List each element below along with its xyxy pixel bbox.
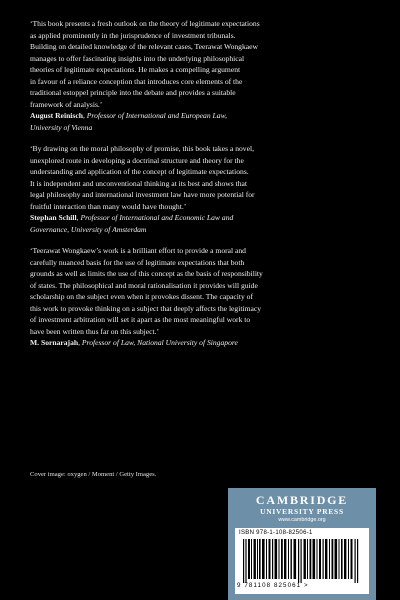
endorser-name: Stephan Schill: [30, 213, 77, 222]
quote-line: understanding and application of the concept of legitimate expectations.: [30, 167, 249, 176]
quote-line: in favour of a reliance conception that introduces core elements of the: [30, 76, 243, 86]
publisher-subtitle: UNIVERSITY PRESS: [260, 507, 344, 516]
quote-line: grounds as well as limits the use of this concept as the basis of responsibility: [30, 269, 263, 278]
quote-line: manages to offer fascinating insights into the underlying philosophical: [30, 53, 245, 63]
quote-line: of investment arbitration will set it apart as the most meaningful work to: [30, 315, 251, 324]
endorser: [30, 337, 370, 349]
endorser-affiliation-line: [30, 224, 370, 236]
endorser-affiliation: , Professor of International and European Law,: [82, 111, 227, 120]
endorser-affiliation: Governance, University of Amsterdam: [30, 224, 147, 234]
endorser-affiliation-line: [30, 122, 370, 134]
isbn-barcode: [235, 528, 369, 594]
quote-line: ‘Teerawat Wongkaew’s work is a brilliant effort to provide a moral and: [30, 246, 246, 255]
endorsement-3: [30, 245, 370, 349]
quote-line: of states. The philosophical and moral rationalisation it provides will guide: [30, 280, 258, 290]
endorser-name: M. Sornarajah: [30, 338, 79, 347]
quote-line: Building on detailed knowledge of the relevant cases, Teerawat Wongkaew: [30, 42, 259, 51]
quote-line: unexplored route in developing a doctrinal structure and theory for the: [30, 155, 244, 165]
quote-line: legal philosophy and international investment law have more potential for: [30, 190, 255, 199]
endorser-affiliation: University of Vienna: [30, 122, 93, 132]
quote-line: as applied prominently in the jurisprudence of investment tribunals.: [30, 30, 236, 40]
publisher-block: [228, 488, 376, 600]
quote-line: fruitful interaction than many would have thought.’: [30, 201, 187, 211]
endorser-affiliation: , Professor of International and Economic Law and: [76, 213, 234, 222]
cover-image-credit: Cover image: oxygen / Moment / Getty Images.: [30, 471, 157, 478]
back-cover-text: [30, 18, 370, 359]
quote-line: ‘This book presents a fresh outlook on the theory of legitimate expectations: [30, 19, 260, 28]
endorsement-1: [30, 18, 370, 133]
quote-line: It is independent and unconventional thinking at its best and shows that: [30, 178, 248, 188]
endorser-affiliation: , Professor of Law, National University of Singapore: [78, 338, 238, 347]
endorser: [30, 110, 370, 122]
quote-line: theories of legitimate expectations. He makes a compelling argument: [30, 65, 241, 74]
barcode-digits: 9 781108 825061 >: [237, 582, 309, 589]
publisher-website: www.cambridge.org: [278, 517, 326, 523]
quote-line: carefully nuanced basis for the use of legitimate expectations that both: [30, 257, 245, 267]
isbn-label: ISBN 978-1-108-82506-1: [239, 530, 313, 536]
quote-line: this work to provoke thinking on a subject that deeply affects the legitimacy: [30, 303, 261, 313]
endorser-name: August Reinisch: [30, 111, 83, 120]
quote-line: have been written thus far on this subject.’: [30, 326, 160, 336]
quote-line: ‘By drawing on the moral philosophy of promise, this book takes a novel,: [30, 144, 254, 153]
publisher-name: CAMBRIDGE: [255, 493, 349, 507]
barcode-icon: [243, 539, 361, 583]
endorsement-2: [30, 143, 370, 235]
quote-line: traditional estoppel principle into the debate and provides a suitable: [30, 88, 236, 97]
endorser: [30, 212, 370, 224]
quote-line: framework of analysis.’: [30, 99, 103, 109]
quote-line: scholarship on the subject even when it provokes dissent. The capacity of: [30, 292, 253, 301]
